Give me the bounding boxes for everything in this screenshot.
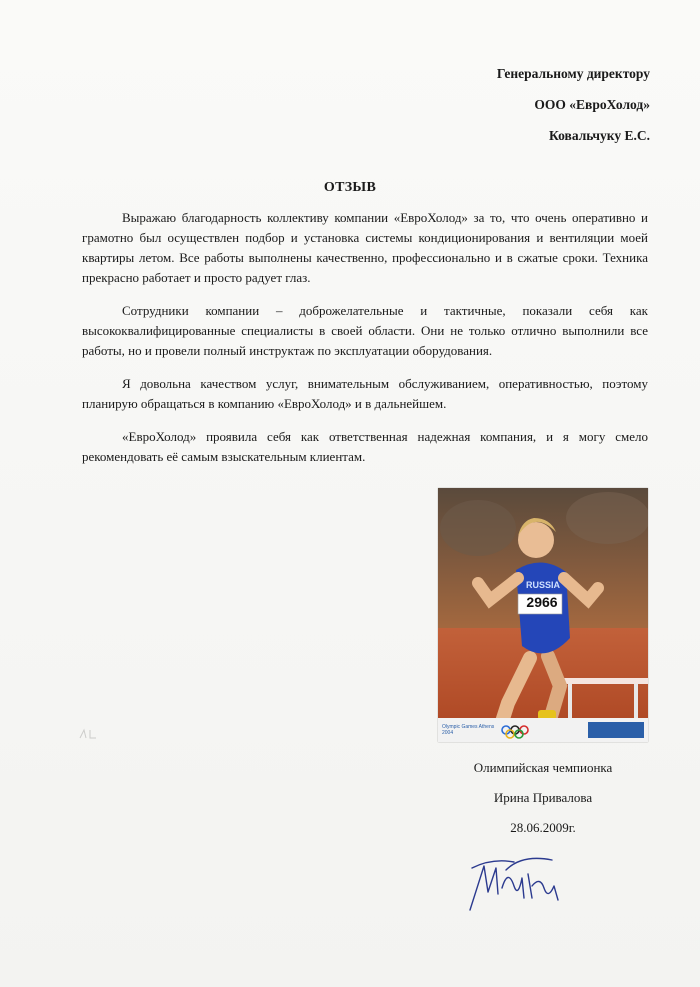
signature-date: 28.06.2009г. — [510, 820, 576, 835]
letter-body — [82, 208, 648, 480]
addressee-company: ООО «ЕвроХолод» — [534, 97, 650, 112]
photo-jersey-label: RUSSIA — [526, 580, 561, 590]
handwritten-signature — [462, 848, 572, 920]
addressee-position: Генеральному директору — [496, 66, 650, 81]
paragraph-recommendation: «ЕвроХолод» проявила себя как ответственная надежная компания, и я могу смело рекомендовать её самым взыскательным клиентам. — [82, 429, 648, 464]
paragraph-staff: Сотрудники компании – доброжелательные и тактичные, показали себя как высококвалифицированные специалисты в своей области. Они не только отлично выполнили все работы, но и провели полный инструктаж по эксплуатации оборудования. — [82, 303, 648, 358]
addressee-block — [497, 58, 650, 151]
paragraph-gratitude: Выражаю благодарность коллективу компании «ЕвроХолод» за то, что очень оперативно и грамотно был осуществлен подбор и установка системы кондиционирования и вентиляции моей квартиры летом. Все работы выполнены качественно, профессионально и в сжатые сроки. Техника прекрасно работает и просто радует глаз. — [82, 210, 648, 285]
addressee-name: Ковальчуку Е.С. — [549, 128, 650, 143]
photo-games-logo: Olympic Games Athens 2004 — [442, 724, 495, 736]
photo-bib-number: 2966 — [526, 594, 558, 610]
document-title: ОТЗЫВ — [323, 180, 377, 195]
signer-name: Ирина Привалова — [493, 790, 593, 805]
athlete-photo — [438, 488, 648, 742]
pencil-mark-icon — [78, 726, 108, 742]
signer-title: Олимпийская чемпионка — [473, 760, 613, 775]
paragraph-satisfaction: Я довольна качеством услуг, внимательным обслуживанием, оперативностью, поэтому планирую обращаться в компанию «ЕвроХолод» и в дальнейшем. — [82, 376, 648, 411]
